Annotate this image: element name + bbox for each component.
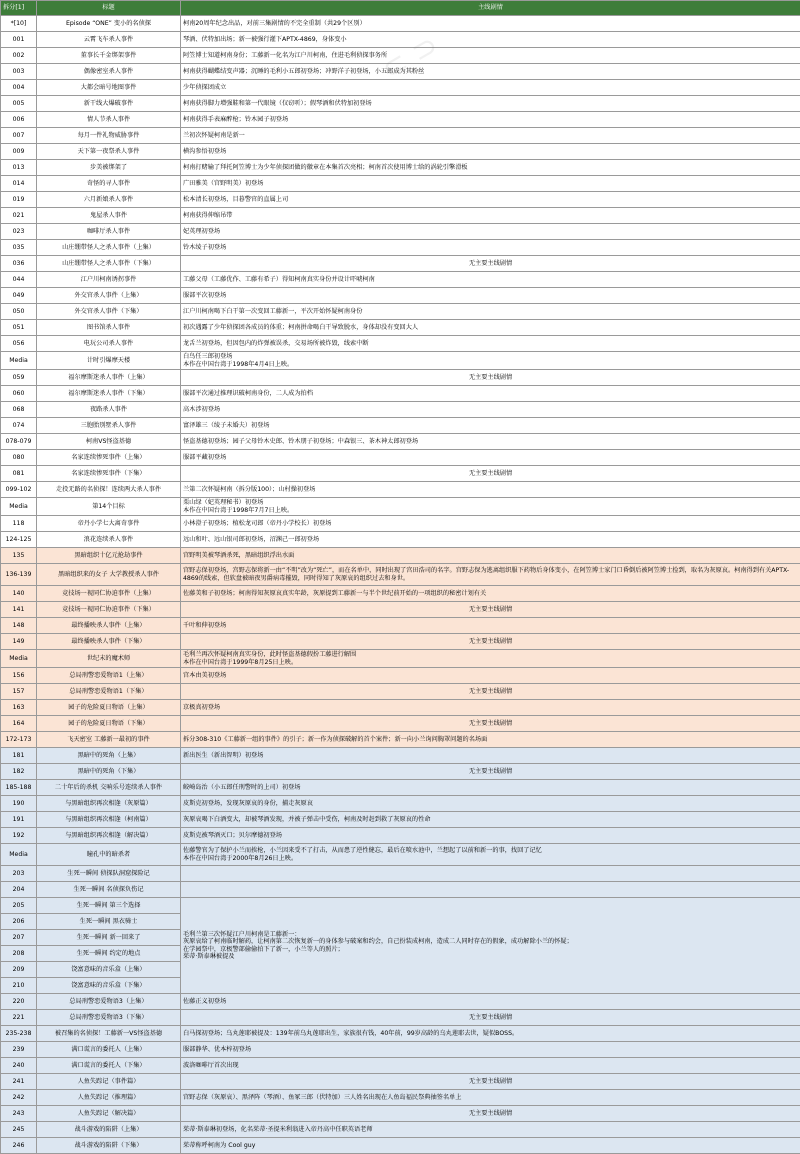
cell-title[interactable]: 新干线大爆破事件 — [37, 96, 181, 112]
cell-title[interactable]: 外交官杀人事件（下集） — [37, 304, 181, 320]
table-row — [1, 418, 800, 434]
cell-main-plot[interactable]: 白马探初登场；乌丸莲耶被提及：139年前乌丸莲耶出生，家族很有钱，40年前，99岁高龄的乌丸莲耶去世，疑似BOSS。 — [181, 1026, 800, 1042]
cell-split-number[interactable]: 019 — [1, 192, 37, 208]
cell-split-number[interactable]: 135 — [1, 548, 37, 564]
table-row — [1, 402, 800, 418]
cell-main-plot[interactable]: 无主要主线剧情 — [181, 1010, 800, 1026]
cell-title[interactable]: 六月新娘杀人事件 — [37, 192, 181, 208]
cell-title[interactable]: 瞳孔中的暗杀者 — [37, 844, 181, 866]
cell-split-number[interactable]: 203 — [1, 866, 37, 882]
cell-split-number[interactable]: 118 — [1, 516, 37, 532]
cell-split-number[interactable]: 210 — [1, 978, 37, 994]
table-row — [1, 684, 800, 700]
cell-title[interactable]: 山庄绷带怪人之杀人事件（下集） — [37, 256, 181, 272]
cell-title[interactable]: 满口谎言的委托人（下集） — [37, 1058, 181, 1074]
cell-split-number[interactable]: 190 — [1, 796, 37, 812]
cell-title[interactable]: 福尔摩斯迷杀人事件（下集） — [37, 386, 181, 402]
cell-split-number[interactable]: 002 — [1, 48, 37, 64]
cell-title[interactable]: Episode “ONE” 变小的名侦探 — [37, 16, 181, 32]
cell-main-plot[interactable]: 鲛崎岛治（小五郎任刑警时的上司）初登场 — [181, 780, 800, 796]
table-row — [1, 882, 800, 898]
cell-title[interactable]: 三胞胎别墅杀人事件 — [37, 418, 181, 434]
cell-main-plot[interactable]: 宫野志保初登场，宫野志保将新一由“不明”改为“死亡”，而在名单中，同时出现了宫田浩司的名字。宫野志保为逃离组织服下药物后身体变小，在阿笠博士家门口昏倒后被阿笠博士捡到，取名为灰原哀。柯南得到有关APTX-4869的线索，但软盘被暗夜男爵病毒摧毁，同时得知了灰原哀的组织过去和身世。 — [181, 564, 800, 586]
cell-main-plot[interactable]: 无主要主线剧情 — [181, 256, 800, 272]
cell-split-number[interactable]: 182 — [1, 764, 37, 780]
cell-title[interactable]: 生死一瞬间 约定的地点 — [37, 946, 181, 962]
header-split[interactable]: 拆分[1] — [1, 1, 37, 16]
cell-split-number[interactable]: 148 — [1, 618, 37, 634]
table-row — [1, 732, 800, 748]
table-row — [1, 240, 800, 256]
cell-title[interactable]: 与黑暗组织再次相逢（灰原篇） — [37, 796, 181, 812]
table-row — [1, 618, 800, 634]
cell-title[interactable]: 园子的危险夏日物语（下集） — [37, 716, 181, 732]
cell-main-plot[interactable]: 富泽雄三（绫子未婚夫）初登场 — [181, 418, 800, 434]
table-row — [1, 224, 800, 240]
cell-split-number[interactable]: Media — [1, 498, 37, 516]
cell-main-plot[interactable]: 服部平藏初登场 — [181, 450, 800, 466]
cell-split-number[interactable]: 035 — [1, 240, 37, 256]
cell-split-number[interactable]: 001 — [1, 32, 37, 48]
table-row — [1, 96, 800, 112]
cell-title[interactable]: 云霄飞车杀人事件 — [37, 32, 181, 48]
cell-main-plot[interactable]: 阿笠博士知道柯南身份；工藤新一化名为江户川柯南，住进毛利侦探事务所 — [181, 48, 800, 64]
cell-split-number[interactable]: 191 — [1, 812, 37, 828]
cell-split-number[interactable]: 136-139 — [1, 564, 37, 586]
cell-split-number[interactable]: 208 — [1, 946, 37, 962]
table-row — [1, 482, 800, 498]
cell-main-plot[interactable]: 宫野明美被琴酒杀死，黑暗组织浮出水面 — [181, 548, 800, 564]
table-row — [1, 634, 800, 650]
cell-split-number[interactable]: 243 — [1, 1106, 37, 1122]
cell-main-plot[interactable]: 佐藤美和子初登场；柯南得知灰原哀真实年龄，灰原提到工藤新一与半个世纪前开始的一项组织的秘密计划有关 — [181, 586, 800, 602]
cell-split-number[interactable]: 157 — [1, 684, 37, 700]
cell-title[interactable]: 偶像密室杀人事件 — [37, 64, 181, 80]
cell-main-plot[interactable]: 拆分308-310《工藤新一组的事件》的引子；新一作为侦探破解的首个案件；新一向小兰询问胸罩问题的名场面 — [181, 732, 800, 748]
cell-title[interactable]: 大都会暗号地图事件 — [37, 80, 181, 96]
table-row — [1, 32, 800, 48]
cell-main-plot[interactable]: 毛利兰再次怀疑柯南真实身份，此时怪盗基德假扮工藤进行解围 本作在中国台湾于1999年8月25日上映。 — [181, 650, 800, 668]
cell-split-number[interactable]: 060 — [1, 386, 37, 402]
cell-title[interactable]: 生死一瞬间 名侦探负伤记 — [37, 882, 181, 898]
cell-split-number[interactable]: 246 — [1, 1138, 37, 1154]
cell-title[interactable]: 山庄绷带怪人之杀人事件（上集） — [37, 240, 181, 256]
table-row — [1, 602, 800, 618]
table-row — [1, 716, 800, 732]
cell-split-number[interactable]: 003 — [1, 64, 37, 80]
cell-title[interactable]: 计时引爆摩天楼 — [37, 352, 181, 370]
cell-main-plot[interactable]: 琴酒、伏特加出场；新一被强行灌下APTX-4869，身体变小 — [181, 32, 800, 48]
cell-main-plot[interactable]: 灰原哀喝下白酒变大，却被琴酒发现，并被子弹击中受伤，柯南及时赶到救了灰原哀的性命 — [181, 812, 800, 828]
cell-split-number[interactable]: 172-173 — [1, 732, 37, 748]
cell-main-plot[interactable]: 皮斯克被琴酒灭口；贝尔摩德初登场 — [181, 828, 800, 844]
table-row — [1, 1010, 800, 1026]
cell-split-number[interactable]: 156 — [1, 668, 37, 684]
cell-title[interactable]: 黑暗中的死角（下集） — [37, 764, 181, 780]
cell-split-number[interactable]: 124-125 — [1, 532, 37, 548]
cell-split-number[interactable]: 192 — [1, 828, 37, 844]
cell-split-number[interactable]: 239 — [1, 1042, 37, 1058]
cell-main-plot[interactable]: 广田雅美（宫野明美）初登场 — [181, 176, 800, 192]
header-row — [1, 1, 800, 16]
table-row — [1, 564, 800, 586]
table-row — [1, 498, 800, 516]
cell-main-plot[interactable]: 无主要主线剧情 — [181, 634, 800, 650]
cell-split-number[interactable]: 050 — [1, 304, 37, 320]
cell-split-number[interactable]: 141 — [1, 602, 37, 618]
cell-title[interactable]: 人鱼失踪记（推理篇） — [37, 1090, 181, 1106]
cell-split-number[interactable]: 209 — [1, 962, 37, 978]
cell-main-plot[interactable]: 工藤父母（工藤优作、工藤有希子）得知柯南真实身份并设计吓唬柯南 — [181, 272, 800, 288]
table-row — [1, 80, 800, 96]
cell-title[interactable]: 与黑暗组织再次相逢（解决篇） — [37, 828, 181, 844]
cell-title[interactable]: 人鱼失踪记（解决篇） — [37, 1106, 181, 1122]
table-row — [1, 272, 800, 288]
table-row — [1, 1106, 800, 1122]
cell-main-plot[interactable]: 兰初次怀疑柯南是新一 — [181, 128, 800, 144]
cell-title[interactable]: 咖啡厅杀人事件 — [37, 224, 181, 240]
cell-main-plot[interactable]: 妃英理初登场 — [181, 224, 800, 240]
table-row — [1, 668, 800, 684]
cell-main-plot[interactable]: 远山和叶、远山银司郎初登场，沼渊己一郎初登场 — [181, 532, 800, 548]
cell-main-plot[interactable]: 柯南20周年纪念出品，对前三集剧情的不完全重制（共29个区别） — [181, 16, 800, 32]
cell-main-plot[interactable]: 无主要主线剧情 — [181, 370, 800, 386]
table-row — [1, 48, 800, 64]
table-row — [1, 1042, 800, 1058]
cell-main-plot[interactable]: 千叶和伸初登场 — [181, 618, 800, 634]
cell-title[interactable]: 江户川柯南诱拐事件 — [37, 272, 181, 288]
cell-split-number[interactable]: 044 — [1, 272, 37, 288]
cell-title[interactable]: 园子的危险夏日物语（上集） — [37, 700, 181, 716]
table-body — [1, 16, 800, 1154]
table-row — [1, 994, 800, 1010]
table-row — [1, 16, 800, 32]
cell-title[interactable]: 黑暗中的死角（上集） — [37, 748, 181, 764]
cell-main-plot[interactable]: 无主要主线剧情 — [181, 1074, 800, 1090]
cell-split-number[interactable]: 235-238 — [1, 1026, 37, 1042]
table-row — [1, 812, 800, 828]
cell-split-number[interactable]: Media — [1, 844, 37, 866]
table-row — [1, 828, 800, 844]
cell-main-plot[interactable]: 小林澄子初登场；植松龙司郎（帝丹小学校长）初登场 — [181, 516, 800, 532]
cell-title[interactable]: 夜路杀人事件 — [37, 402, 181, 418]
table-row — [1, 176, 800, 192]
cell-split-number[interactable]: 004 — [1, 80, 37, 96]
cell-title[interactable]: 名家连续惨死事件（下集） — [37, 466, 181, 482]
cell-main-plot[interactable]: 服部平次通过推理识破柯南身份，二人成为拍档 — [181, 386, 800, 402]
cell-split-number[interactable]: 021 — [1, 208, 37, 224]
cell-split-number[interactable]: 245 — [1, 1122, 37, 1138]
cell-main-plot[interactable]: 高木涉初登场 — [181, 402, 800, 418]
cell-main-plot[interactable]: 柯南获得脚力增强鞋和第一代眼镜（仅窃听）；假琴酒和伏特加初登场 — [181, 96, 800, 112]
table-row — [1, 128, 800, 144]
cell-split-number[interactable]: 074 — [1, 418, 37, 434]
cell-split-number[interactable]: 081 — [1, 466, 37, 482]
cell-title[interactable]: 二十年后的杀机 交响乐号连续杀人事件 — [37, 780, 181, 796]
cell-split-number[interactable]: 005 — [1, 96, 37, 112]
cell-split-number[interactable]: 099-102 — [1, 482, 37, 498]
table-row — [1, 370, 800, 386]
table-row — [1, 112, 800, 128]
cell-main-plot[interactable] — [181, 882, 800, 898]
cell-title[interactable]: 情人节杀人事件 — [37, 112, 181, 128]
cell-title[interactable]: 董事长千金绑架事件 — [37, 48, 181, 64]
table-row — [1, 780, 800, 796]
cell-split-number[interactable]: 006 — [1, 112, 37, 128]
cell-split-number[interactable]: 163 — [1, 700, 37, 716]
table-row — [1, 1122, 800, 1138]
table-row — [1, 586, 800, 602]
table-row — [1, 866, 800, 882]
table-row — [1, 288, 800, 304]
cell-main-plot[interactable]: 柯南获得手表麻醉枪；铃木园子初登场 — [181, 112, 800, 128]
cell-main-plot[interactable]: 佐藤正义初登场 — [181, 994, 800, 1010]
cell-split-number[interactable]: 051 — [1, 320, 37, 336]
cell-title[interactable]: 名家连续惨死事件（上集） — [37, 450, 181, 466]
cell-split-number[interactable]: 241 — [1, 1074, 37, 1090]
table-row — [1, 144, 800, 160]
table-row — [1, 1058, 800, 1074]
cell-title[interactable]: 柯南VS怪盗基德 — [37, 434, 181, 450]
cell-main-plot[interactable]: 铃木绫子初登场 — [181, 240, 800, 256]
cell-title[interactable]: 最终播映杀人事件（下集） — [37, 634, 181, 650]
table-row — [1, 1074, 800, 1090]
cell-main-plot[interactable]: 怪盗基德初登场；园子父母铃木史郎、铃木朋子初登场；中森银三、茶木神太郎初登场 — [181, 434, 800, 450]
cell-split-number[interactable]: 049 — [1, 288, 37, 304]
cell-title[interactable]: 帝丹小学七大离奇事件 — [37, 516, 181, 532]
cell-split-number[interactable]: Media — [1, 352, 37, 370]
cell-split-number[interactable]: 240 — [1, 1058, 37, 1074]
cell-main-plot[interactable]: 佐藤警官为了保护小兰而挨枪，小兰因来受不了打击，从而患了逆性健忘，最后在喷水池中，兰想起了以前和新一的事，找回了记忆 本作在中国台湾于2000年8月26日上映。 — [181, 844, 800, 866]
cell-split-number[interactable]: 149 — [1, 634, 37, 650]
table-row — [1, 748, 800, 764]
cell-title[interactable]: 与黑暗组织再次相逢（柯南篇） — [37, 812, 181, 828]
cell-split-number[interactable]: 206 — [1, 914, 37, 930]
table-row — [1, 844, 800, 866]
cell-title[interactable]: 最终播映杀人事件（上集） — [37, 618, 181, 634]
cell-title[interactable]: 福尔摩斯迷杀人事件（上集） — [37, 370, 181, 386]
cell-title[interactable]: 生死一瞬间 侦探队洞窟探险记 — [37, 866, 181, 882]
cell-title[interactable]: 步美被绑架了 — [37, 160, 181, 176]
cell-title[interactable]: 总局刑警恋爱物语3（下集） — [37, 1010, 181, 1026]
cell-main-plot[interactable]: 服部平次初登场 — [181, 288, 800, 304]
cell-main-plot[interactable]: 无主要主线剧情 — [181, 1106, 800, 1122]
cell-main-plot[interactable]: 江户川柯南喝下白干第一次变回工藤新一，平次开始怀疑柯南身份 — [181, 304, 800, 320]
cell-split-number[interactable]: 164 — [1, 716, 37, 732]
cell-title[interactable]: 电玩公司杀人事件 — [37, 336, 181, 352]
table-row — [1, 434, 800, 450]
cell-split-number[interactable]: 023 — [1, 224, 37, 240]
cell-title[interactable]: 战斗游戏的陷阱（下集） — [37, 1138, 181, 1154]
cell-split-number[interactable]: 056 — [1, 336, 37, 352]
cell-split-number[interactable]: 220 — [1, 994, 37, 1010]
cell-title[interactable]: 鬼屋杀人事件 — [37, 208, 181, 224]
cell-split-number[interactable]: 014 — [1, 176, 37, 192]
table-row — [1, 256, 800, 272]
cell-split-number[interactable]: 204 — [1, 882, 37, 898]
table-row — [1, 304, 800, 320]
cell-split-number[interactable]: *[10] — [1, 16, 37, 32]
header-title[interactable]: 标题 — [37, 1, 181, 16]
cell-split-number[interactable]: 207 — [1, 930, 37, 946]
cell-title[interactable]: 竞技场一视同仁协迫事件（上集） — [37, 586, 181, 602]
cell-main-plot[interactable]: 宫本由美初登场 — [181, 668, 800, 684]
cell-main-plot[interactable]: 柯南获得蝴蝶结变声器；沉睡的毛利小五郎初登场；冲野洋子初登场，小五郎成为其粉丝 — [181, 64, 800, 80]
cell-main-plot[interactable]: 京极真初登场 — [181, 700, 800, 716]
cell-title[interactable]: 饶富意味的音乐盒（上集） — [37, 962, 181, 978]
cell-main-plot[interactable]: 新出医生（新出智明）初登场 — [181, 748, 800, 764]
cell-main-plot[interactable]: 宫野志保（灰原哀）、黑泽阵（琴酒）、鱼冢三郎（伏特加）三人姓名出现在人鱼岛福民祭典抽签名单上 — [181, 1090, 800, 1106]
table-row — [1, 650, 800, 668]
cell-split-number[interactable]: 013 — [1, 160, 37, 176]
cell-split-number[interactable]: 140 — [1, 586, 37, 602]
cell-title[interactable]: 战斗游戏的陷阱（上集） — [37, 1122, 181, 1138]
cell-title[interactable]: 总局刑警恋爱物语3（上集） — [37, 994, 181, 1010]
cell-title[interactable]: 第14个目标 — [37, 498, 181, 516]
cell-title[interactable]: 被召集的名侦探！工藤新一VS怪盗基德 — [37, 1026, 181, 1042]
cell-split-number[interactable]: 080 — [1, 450, 37, 466]
cell-main-plot[interactable]: 初次遇露了少年侦探团各成员的体重；柯南拼命喝白干导致脱水，身体却没有变回大人 — [181, 320, 800, 336]
cell-title[interactable]: 饶富意味的音乐盒（下集） — [37, 978, 181, 994]
cell-title[interactable]: 飞天密室 工藤新一最初的事件 — [37, 732, 181, 748]
table-row — [1, 450, 800, 466]
cell-title[interactable]: 外交官杀人事件（上集） — [37, 288, 181, 304]
cell-main-plot[interactable]: 无主要主线剧情 — [181, 684, 800, 700]
cell-title[interactable]: 总局刑警恋爱物语1（上集） — [37, 668, 181, 684]
cell-main-plot[interactable]: 横沟参悟初登场 — [181, 144, 800, 160]
table-row — [1, 796, 800, 812]
table-row — [1, 1138, 800, 1154]
table-row — [1, 192, 800, 208]
cell-main-plot[interactable]: 无主要主线剧情 — [181, 764, 800, 780]
cell-main-plot[interactable]: 皮斯克初登场，发现灰原哀的身份，捕走灰原哀 — [181, 796, 800, 812]
cell-split-number[interactable]: 205 — [1, 898, 37, 914]
cell-split-number[interactable]: 242 — [1, 1090, 37, 1106]
cell-title[interactable]: 走投无路的名侦探！连续两大杀人事件 — [37, 482, 181, 498]
table-row — [1, 1026, 800, 1042]
cell-split-number[interactable]: 078-079 — [1, 434, 37, 450]
table-row — [1, 1090, 800, 1106]
table-row — [1, 516, 800, 532]
table-row — [1, 764, 800, 780]
cell-main-plot[interactable]: 柯南打赌输了拜托阿笠博士为少年侦探团做的徽章在本集首次亮相；柯南首次使用博士给的涡轮引擎滑板 — [181, 160, 800, 176]
cell-main-plot[interactable]: 波洛咖啡厅首次出现 — [181, 1058, 800, 1074]
table-row — [1, 208, 800, 224]
cell-title[interactable]: 世纪末的魔术师 — [37, 650, 181, 668]
table-row — [1, 320, 800, 336]
cell-main-plot[interactable]: 无主要主线剧情 — [181, 716, 800, 732]
cell-split-number[interactable]: 007 — [1, 128, 37, 144]
cell-main-plot[interactable] — [181, 866, 800, 882]
cell-split-number[interactable]: 009 — [1, 144, 37, 160]
cell-title[interactable]: 每月一件礼物威胁事件 — [37, 128, 181, 144]
cell-title[interactable]: 生死一瞬间 黑衣骑士 — [37, 914, 181, 930]
cell-split-number[interactable]: 185-188 — [1, 780, 37, 796]
cell-title[interactable]: 浪花连续杀人事件 — [37, 532, 181, 548]
cell-main-plot[interactable]: 毛利兰第三次怀疑江户川柯南是工藤新一： 灰原哀给了柯南临时解药，让柯南第二次恢复新一的身体参与破案和约会，自己扮装成柯南，造成二人同时存在的假象，成功解除小兰的怀疑； 在学园祭中，京极警部偷偷拍下了新一，小兰等人的照片； 茱蒂·斯泰琳被提及 — [181, 898, 800, 994]
table-row — [1, 386, 800, 402]
table-row — [1, 700, 800, 716]
cell-title[interactable]: 图书馆杀人事件 — [37, 320, 181, 336]
cell-main-plot[interactable]: 龙舌兰初登场，但因包内的炸弹被误杀，交易场所被炸毁，线索中断 — [181, 336, 800, 352]
cell-main-plot[interactable]: 松本清长初登场，目暮警官的直属上司 — [181, 192, 800, 208]
cell-split-number[interactable]: 036 — [1, 256, 37, 272]
table-row — [1, 898, 800, 914]
table-row — [1, 532, 800, 548]
cell-main-plot[interactable]: 茱蒂·斯泰琳初登场，化名茱蒂·圣提米利翁进入帝丹高中任职英语老师 — [181, 1122, 800, 1138]
table-row — [1, 548, 800, 564]
table-row — [1, 466, 800, 482]
cell-split-number[interactable]: 059 — [1, 370, 37, 386]
cell-title[interactable]: 生死一瞬间 第三个选择 — [37, 898, 181, 914]
cell-title[interactable]: 总局刑警恋爱物语1（下集） — [37, 684, 181, 700]
table-row — [1, 336, 800, 352]
cell-main-plot[interactable]: 柯南获得伸缩吊带 — [181, 208, 800, 224]
cell-title[interactable]: 满口谎言的委托人（上集） — [37, 1042, 181, 1058]
cell-title[interactable]: 奇怪的寻人事件 — [37, 176, 181, 192]
cell-main-plot[interactable]: 白鸟任三郎初登场 本作在中国台湾于1998年4月4日上映。 — [181, 352, 800, 370]
cell-title[interactable]: 生死一瞬间 新一回来了 — [37, 930, 181, 946]
cell-title[interactable]: 黑暗组织来的女子 大学教授杀人事件 — [37, 564, 181, 586]
cell-main-plot[interactable]: 栗山绿（妃英理秘书）初登场 本作在中国台湾于1998年7月7日上映。 — [181, 498, 800, 516]
cell-split-number[interactable]: 068 — [1, 402, 37, 418]
cell-split-number[interactable]: Media — [1, 650, 37, 668]
cell-title[interactable]: 天下第一夜祭杀人事件 — [37, 144, 181, 160]
cell-main-plot[interactable]: 茱蒂称呼柯南为 Cool guy — [181, 1138, 800, 1154]
table-row — [1, 160, 800, 176]
table-row — [1, 352, 800, 370]
cell-title[interactable]: 黑暗组织十亿元抢劫事件 — [37, 548, 181, 564]
cell-main-plot[interactable]: 兰第二次怀疑柯南（拆分版100）；山村操初登场 — [181, 482, 800, 498]
cell-title[interactable]: 人鱼失踪记（事件篇） — [37, 1074, 181, 1090]
table-row — [1, 64, 800, 80]
header-main-plot[interactable]: 主线剧情 — [181, 1, 800, 16]
cell-main-plot[interactable]: 无主要主线剧情 — [181, 466, 800, 482]
cell-main-plot[interactable]: 服部静华、优本梓初登场 — [181, 1042, 800, 1058]
cell-split-number[interactable]: 221 — [1, 1010, 37, 1026]
cell-main-plot[interactable]: 无主要主线剧情 — [181, 602, 800, 618]
cell-split-number[interactable]: 181 — [1, 748, 37, 764]
cell-title[interactable]: 竞技场一视同仁协迫事件（下集） — [37, 602, 181, 618]
cell-main-plot[interactable]: 少年侦探团成立 — [181, 80, 800, 96]
